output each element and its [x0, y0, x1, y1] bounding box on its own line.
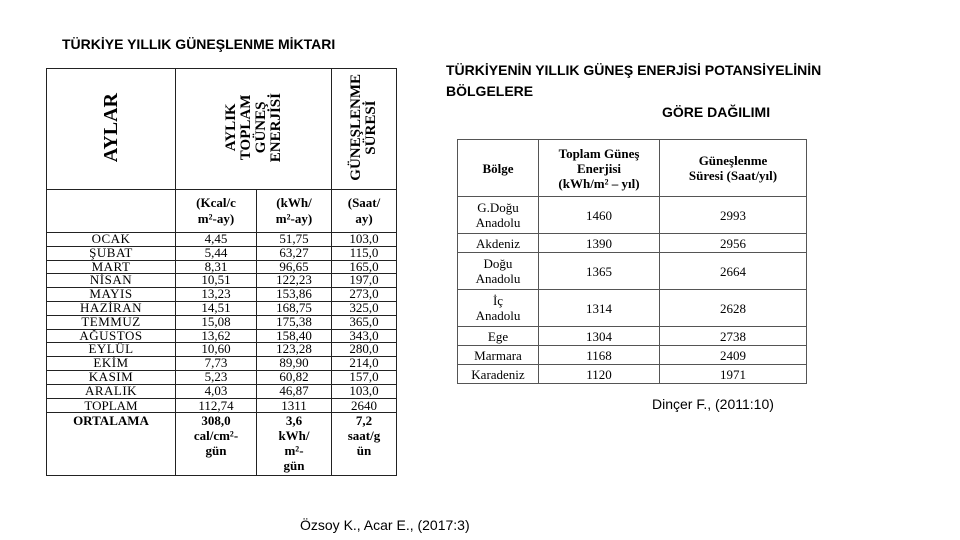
- value-cell: 122,23: [257, 274, 332, 288]
- value-cell: 2993: [660, 197, 807, 234]
- average-cell: ORTALAMA: [47, 412, 176, 475]
- header-cell: Bölge: [458, 140, 539, 197]
- value-cell: 96,65: [257, 260, 332, 274]
- value-cell: 4,45: [176, 233, 257, 247]
- header-cell: AYLIK TOPLAM GÜNEŞ ENERJİSİ: [176, 69, 332, 190]
- regional-solar-table: [457, 139, 807, 384]
- value-cell: 1460: [539, 197, 660, 234]
- value-cell: 2628: [660, 290, 807, 327]
- value-cell: 165,0: [332, 260, 397, 274]
- value-cell: 273,0: [332, 288, 397, 302]
- value-cell: 1971: [660, 365, 807, 384]
- average-cell: 7,2 saat/g ün: [332, 412, 397, 475]
- value-cell: 10,60: [176, 343, 257, 357]
- value-cell: 1120: [539, 365, 660, 384]
- right-title-line2: BÖLGELERE: [446, 83, 534, 99]
- table-total-row: [47, 398, 397, 412]
- value-cell: 1365: [539, 253, 660, 290]
- value-cell: 153,86: [257, 288, 332, 302]
- value-cell: 1314: [539, 290, 660, 327]
- value-cell: 8,31: [176, 260, 257, 274]
- month-cell: KASIM: [47, 370, 176, 384]
- value-cell: 2664: [660, 253, 807, 290]
- total-cell: 2640: [332, 398, 397, 412]
- right-title: [446, 60, 866, 123]
- value-cell: 168,75: [257, 301, 332, 315]
- value-cell: 175,38: [257, 315, 332, 329]
- month-cell: ARALIK: [47, 384, 176, 398]
- month-cell: EYLÜL: [47, 343, 176, 357]
- value-cell: 51,75: [257, 233, 332, 247]
- header-cell: AYLAR: [47, 69, 176, 190]
- value-cell: 280,0: [332, 343, 397, 357]
- month-cell: ŞUBAT: [47, 246, 176, 260]
- value-cell: 158,40: [257, 329, 332, 343]
- value-cell: 123,28: [257, 343, 332, 357]
- value-cell: 1304: [539, 327, 660, 346]
- value-cell: 60,82: [257, 370, 332, 384]
- value-cell: 2409: [660, 346, 807, 365]
- table-row: [47, 384, 397, 398]
- units-cell: (Saat/ ay): [332, 190, 397, 233]
- right-title-line1: TÜRKİYENİN YILLIK GÜNEŞ ENERJİSİ POTANSİYELİNİN: [446, 62, 822, 78]
- value-cell: 214,0: [332, 357, 397, 371]
- table-row: [458, 327, 807, 346]
- month-cell: AĞUSTOS: [47, 329, 176, 343]
- month-cell: HAZİRAN: [47, 301, 176, 315]
- value-cell: 197,0: [332, 274, 397, 288]
- average-cell: 308,0 cal/cm²- gün: [176, 412, 257, 475]
- value-cell: 5,23: [176, 370, 257, 384]
- value-cell: 4,03: [176, 384, 257, 398]
- units-cell: [47, 190, 176, 233]
- value-cell: 5,44: [176, 246, 257, 260]
- header-cell: Güneşlenme Süresi (Saat/yıl): [660, 140, 807, 197]
- table-row: [458, 197, 807, 234]
- value-cell: 89,90: [257, 357, 332, 371]
- table-average-row: [47, 412, 397, 475]
- value-cell: 2738: [660, 327, 807, 346]
- header-cell: GÜNEŞLENME SÜRESİ: [332, 69, 397, 190]
- value-cell: 13,62: [176, 329, 257, 343]
- value-cell: 15,08: [176, 315, 257, 329]
- table-row: [47, 315, 397, 329]
- value-cell: 46,87: [257, 384, 332, 398]
- table-row: [458, 253, 807, 290]
- value-cell: 157,0: [332, 370, 397, 384]
- value-cell: 1390: [539, 234, 660, 253]
- value-cell: 2956: [660, 234, 807, 253]
- table-row: [458, 290, 807, 327]
- month-cell: TEMMUZ: [47, 315, 176, 329]
- value-cell: 103,0: [332, 384, 397, 398]
- table-row: [458, 365, 807, 384]
- month-cell: NİSAN: [47, 274, 176, 288]
- value-cell: 13,23: [176, 288, 257, 302]
- region-cell: Akdeniz: [458, 234, 539, 253]
- month-cell: MART: [47, 260, 176, 274]
- total-cell: 112,74: [176, 398, 257, 412]
- table-units-row: [47, 190, 397, 233]
- citation-left: Özsoy K., Acar E., (2017:3): [300, 517, 470, 533]
- total-cell: 1311: [257, 398, 332, 412]
- left-title: TÜRKİYE YILLIK GÜNEŞLENME MİKTARI: [62, 36, 336, 52]
- header-cell: Toplam Güneş Enerjisi (kWh/m² – yıl): [539, 140, 660, 197]
- region-cell: Doğu Anadolu: [458, 253, 539, 290]
- month-cell: OCAK: [47, 233, 176, 247]
- region-cell: Karadeniz: [458, 365, 539, 384]
- region-cell: Marmara: [458, 346, 539, 365]
- value-cell: 343,0: [332, 329, 397, 343]
- monthly-solar-table: [46, 68, 397, 476]
- month-cell: MAYIS: [47, 288, 176, 302]
- region-cell: G.Doğu Anadolu: [458, 197, 539, 234]
- table-header-row: [458, 140, 807, 197]
- average-cell: 3,6 kWh/ m²- gün: [257, 412, 332, 475]
- table-row: [458, 346, 807, 365]
- region-cell: İç Anadolu: [458, 290, 539, 327]
- value-cell: 63,27: [257, 246, 332, 260]
- value-cell: 103,0: [332, 233, 397, 247]
- value-cell: 115,0: [332, 246, 397, 260]
- value-cell: 10,51: [176, 274, 257, 288]
- units-cell: (kWh/ m²-ay): [257, 190, 332, 233]
- value-cell: 1168: [539, 346, 660, 365]
- table-row: [458, 234, 807, 253]
- right-title-line3: GÖRE DAĞILIMI: [662, 104, 771, 120]
- value-cell: 365,0: [332, 315, 397, 329]
- month-cell: EKİM: [47, 357, 176, 371]
- total-cell: TOPLAM: [47, 398, 176, 412]
- value-cell: 14,51: [176, 301, 257, 315]
- units-cell: (Kcal/c m²-ay): [176, 190, 257, 233]
- value-cell: 7,73: [176, 357, 257, 371]
- table-header-row: [47, 69, 397, 190]
- region-cell: Ege: [458, 327, 539, 346]
- citation-right: Dinçer F., (2011:10): [652, 396, 774, 412]
- value-cell: 325,0: [332, 301, 397, 315]
